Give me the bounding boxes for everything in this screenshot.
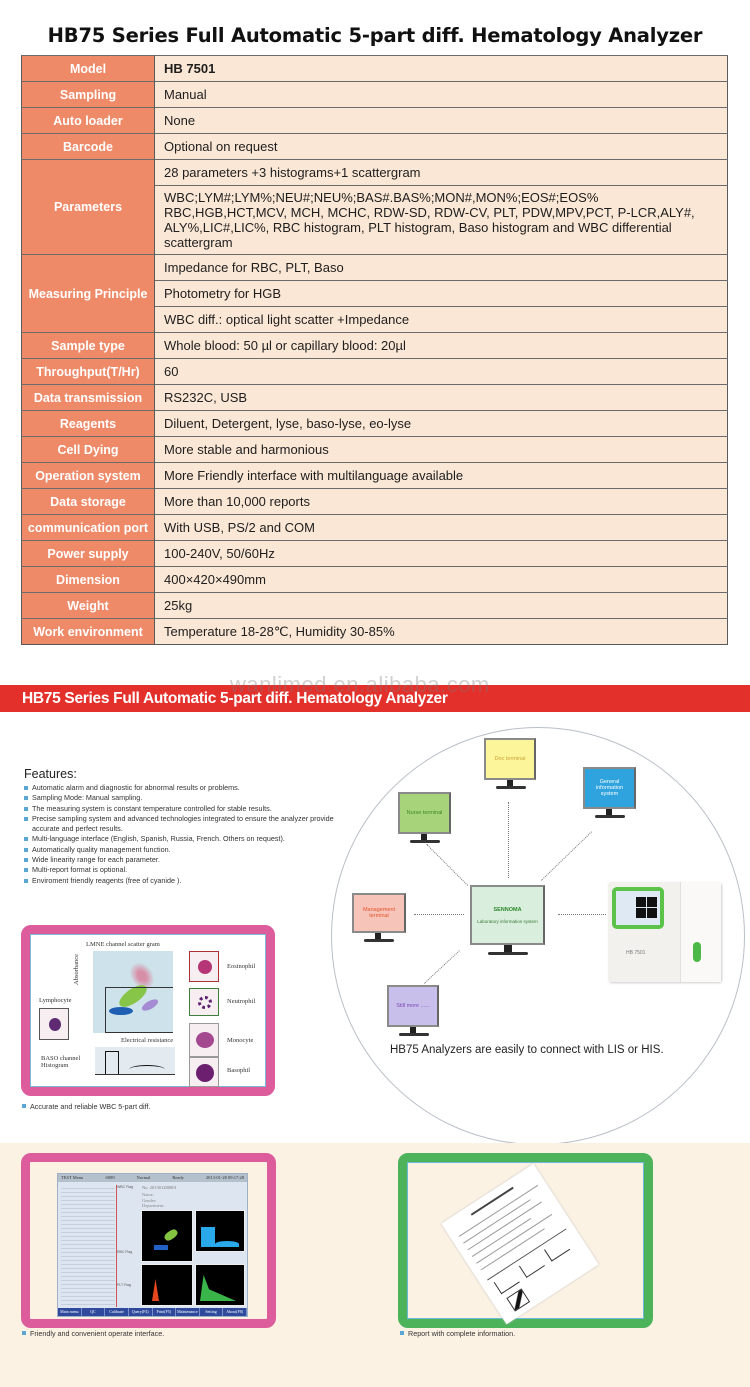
ui-ready: Ready [172,1175,184,1180]
banner-title: HB75 Series Full Automatic 5-part diff. Hematology Analyzer [22,690,448,707]
ui-btn-maintenance[interactable]: Maintenance [177,1309,198,1314]
device-model-label: HB 7501 [626,950,646,956]
spec-value: WBC;LYM#;LYM%;NEU#;NEU%;BAS#.BAS%;MON#,MON%;EOS#;EOS% RBC,HGB,HCT,MCV, MCH, MCHC, RDW-SD, RDW-CV, PLT, PDW,MPV,PCT, P-LCR,ALY#, ALY%,LIC#,LIC%, RBC histogram, PLT histogram, Baso histogram and WBC differential scattergram [155,186,728,255]
spec-value: More stable and harmonious [155,437,728,463]
neutrophil-cell-image [189,988,219,1016]
lis-label: Laboratory information system [477,918,538,924]
ui-footer-menu [58,1308,247,1316]
spec-row-model [22,56,728,82]
watermark: wanlimed.en.alibaba.com [230,672,490,697]
spec-label: Sample type [22,333,155,359]
spec-row-auto-loader [22,108,728,134]
spec-row-weight [22,593,728,619]
report-card [398,1153,653,1328]
spec-row-communication-port [22,515,728,541]
spec-row-measuring-principle [22,255,728,281]
spec-label: Measuring Principle [22,255,155,333]
spec-value: Optional on request [155,134,728,160]
spec-label: Operation system [22,463,155,489]
feature-item: Enviroment friendly reagents (free of cyanide ). [24,876,344,886]
analyzer-device-image [608,882,721,982]
spec-row-parameters [22,160,728,186]
spec-value: Impedance for RBC, PLT, Baso [155,255,728,281]
ui-header [58,1174,247,1182]
feature-item: Automatic alarm and diagnostic for abnormal results or problems. [24,783,344,793]
ui-menu-title: TEST Menu [61,1175,84,1180]
eosinophil-cell-image [189,951,219,982]
spec-label: Cell Dying [22,437,155,463]
spec-row-power-supply [22,541,728,567]
spec-row-barcode [22,134,728,160]
x-axis-label: Electrical resistance [121,1037,174,1044]
feature-item: Sampling Mode: Manual sampling. [24,793,344,803]
cell-label-lymphocyte: Lymphocyte [39,997,72,1004]
spec-value: More Friendly interface with multilanguage available [155,463,728,489]
ui-sample-number: No. 201301280001 [142,1185,177,1190]
lymphocyte-cell-image [39,1008,69,1040]
spec-label: Parameters [22,160,155,255]
ui-patient-fields: Name: Gender: Department: [142,1192,165,1208]
spec-title: HB75 Series Full Automatic 5-part diff. Hematology Analyzer [47,24,703,47]
spec-label: Throughput(T/Hr) [22,359,155,385]
basophil-cell-image [189,1057,219,1087]
cell-label-eosinophil: Eosinophil [227,963,256,970]
spec-row-reagents [22,411,728,437]
spec-value: HB 7501 [155,56,728,82]
y-axis-label: Absorbance [73,953,80,985]
spec-value: 60 [155,359,728,385]
spec-row-data-storage [22,489,728,515]
cell-label-basophil: Basophil [227,1067,251,1074]
feature-item: Precise sampling system and advanced technologies integrated to ensure the analyzer provide accurate and perfect results. [24,814,344,835]
baso-label: BASO channel Histogram [41,1055,81,1069]
connection-arrow [508,802,509,878]
spec-value: 400×420×490mm [155,567,728,593]
ui-btn-calibrate[interactable]: Calibrate [105,1308,129,1316]
spec-label: Dimension [22,567,155,593]
ui-status: Normal [136,1175,151,1180]
feature-item: Multi-report format is optional. [24,865,344,875]
spec-row-throughput [22,359,728,385]
spec-label: Data storage [22,489,155,515]
ui-btn-about[interactable]: About(F8) [223,1308,247,1316]
spec-value: Manual [155,82,728,108]
ui-btn-query[interactable]: Query(F4) [129,1308,153,1316]
spec-label: Work environment [22,619,155,645]
spec-label: communication port [22,515,155,541]
ui-plt-plot [195,1264,245,1306]
lis-caption: HB75 Analyzers are easily to connect with LIS or HIS. [390,1044,664,1056]
connection-arrow [558,914,606,915]
ui-lmne-plot [141,1210,193,1262]
spec-value: 25kg [155,593,728,619]
ui-rbc-plot [141,1264,193,1306]
spec-value: Whole blood: 50 µl or capillary blood: 20µl [155,333,728,359]
spec-label: Power supply [22,541,155,567]
monocyte-cell-image [189,1023,219,1057]
feature-item: Automatically quality management function. [24,845,344,855]
ui-parameter-list [61,1185,115,1307]
scattergram-plot [93,951,173,1033]
spec-row-sampling [22,82,728,108]
spec-value: None [155,108,728,134]
spec-value: 100-240V, 50/60Hz [155,541,728,567]
ui-btn-setting[interactable]: Setting [200,1308,224,1316]
spec-label: Weight [22,593,155,619]
baso-histogram [95,1047,175,1075]
spec-value: With USB, PS/2 and COM [155,515,728,541]
features-heading: Features: [24,767,77,781]
spec-value: 28 parameters +3 histograms+1 scattergram [155,160,728,186]
interface-card [21,1153,276,1328]
spec-table [21,55,728,645]
spec-label: Reagents [22,411,155,437]
spec-value: RS232C, USB [155,385,728,411]
spec-value: Photometry for HGB [155,281,728,307]
ui-baso-plot [195,1210,245,1252]
ui-btn-qc[interactable]: QC [82,1308,106,1316]
feature-item: The measuring system is constant temperature controlled for stable results. [24,804,344,814]
cell-label-neutrophil: Neutrophil [227,998,256,1005]
feature-item: Wide linearity range for each parameter. [24,855,344,865]
spec-label: Sampling [22,82,155,108]
feature-item: Multi-language interface (English, Spanish, Russia, French. Others on request). [24,834,344,844]
cell-label-monocyte: Monocyte [227,1037,254,1044]
ui-datetime: 2013-01-28 09:17:28 [205,1175,244,1180]
spec-label: Model [22,56,155,82]
spec-value: More than 10,000 reports [155,489,728,515]
spec-row-cell-dying [22,437,728,463]
spec-label: Data transmission [22,385,155,411]
spec-row-operation-system [22,463,728,489]
ui-sample-id: S089 [105,1175,115,1180]
connection-arrow [414,914,464,915]
ui-flag-column: WBC Flag RBC Flag PLT Flag [116,1185,138,1307]
spec-row-data-transmission [22,385,728,411]
spec-value: Temperature 18-28℃, Humidity 30-85% [155,619,728,645]
wbc-card-caption: Accurate and reliable WBC 5-part diff. [22,1102,151,1111]
analyzer-ui-screenshot [57,1173,248,1317]
report-card-caption: Report with complete information. [400,1329,515,1338]
ui-btn-print[interactable]: Print(F5) [153,1308,177,1316]
spec-value: WBC diff.: optical light scatter +Impedance [155,307,728,333]
spec-row-sample-type [22,333,728,359]
ui-btn-main-menu[interactable]: Main menu [58,1308,82,1316]
spec-label: Auto loader [22,108,155,134]
features-list [24,767,344,886]
spec-row-work-environment [22,619,728,645]
wbc-diff-card [21,925,275,1096]
spec-value: Diluent, Detergent, lyse, baso-lyse, eo-lyse [155,411,728,437]
interface-card-caption: Friendly and convenient operate interface. [22,1329,164,1338]
spec-label: Barcode [22,134,155,160]
spec-row-dimension [22,567,728,593]
lis-brand: SENNOMA [493,906,522,913]
scattergram-title: LMNE channel scatter gram [86,941,160,948]
